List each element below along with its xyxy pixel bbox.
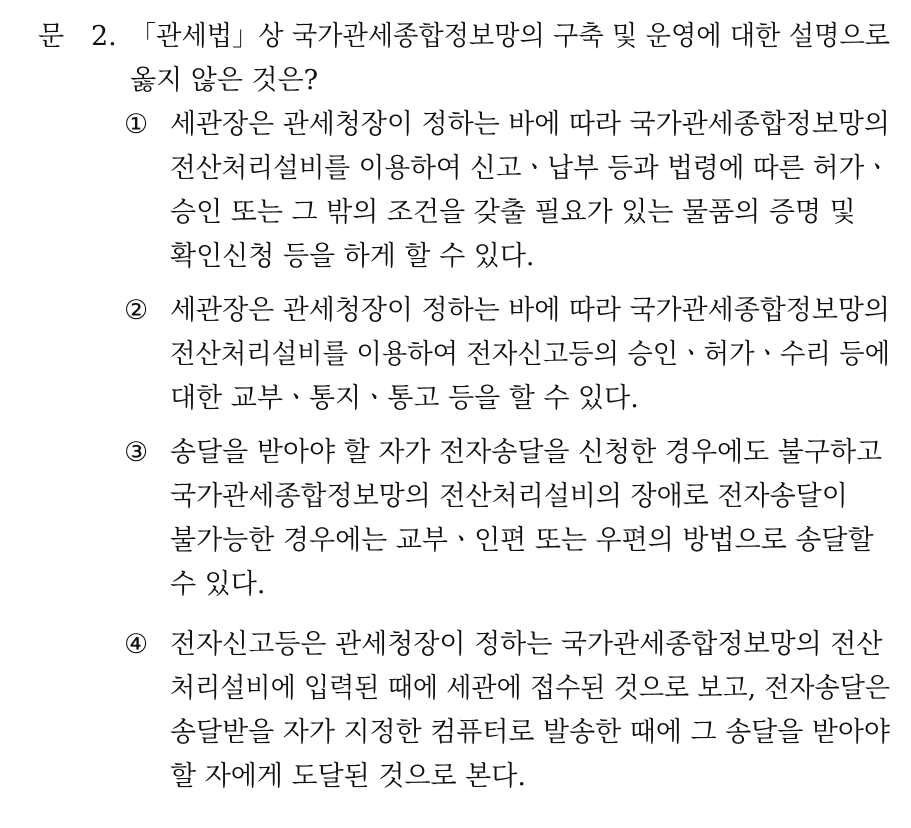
option-2-line-2: 전산처리설비를 이용하여 전자신고등의 승인ㆍ허가ㆍ수리 등에 — [170, 339, 891, 370]
option-4-line-3: 송달받을 자가 지정한 컴퓨터로 발송한 때에 그 송달을 받아야 — [170, 717, 890, 748]
option-2-line-3: 대한 교부ㆍ통지ㆍ통고 등을 할 수 있다. — [170, 383, 639, 414]
option-3-line-3: 불가능한 경우에는 교부ㆍ인편 또는 우편의 방법으로 송달할 — [170, 525, 874, 556]
option-4-marker: ④ — [124, 629, 149, 660]
question-number: 2. — [91, 21, 117, 52]
option-1-marker: ① — [124, 109, 149, 140]
option-3-line-2: 국가관세종합정보망의 전산처리설비의 장애로 전자송달이 — [170, 481, 848, 512]
option-4-line-2: 처리설비에 입력된 때에 세관에 접수된 것으로 보고, 전자송달은 — [170, 673, 890, 704]
option-1-line-4: 확인신청 등을 하게 할 수 있다. — [170, 241, 535, 272]
option-1-line-3: 승인 또는 그 밖의 조건을 갖출 필요가 있는 물품의 증명 및 — [170, 197, 856, 228]
option-1-line-1: 세관장은 관세청장이 정하는 바에 따라 국가관세종합정보망의 — [170, 109, 890, 140]
option-4-line-4: 할 자에게 도달된 것으로 본다. — [170, 761, 526, 792]
option-2-line-1: 세관장은 관세청장이 정하는 바에 따라 국가관세종합정보망의 — [170, 295, 890, 326]
option-3-line-1: 송달을 받아야 할 자가 전자송달을 신청한 경우에도 불구하고 — [170, 437, 883, 468]
option-2-marker: ② — [124, 295, 149, 326]
question-stem-line-1: 「관세법」상 국가관세종합정보망의 구축 및 운영에 대한 설명으로 — [130, 21, 890, 52]
question-prefix: 문 — [38, 21, 65, 52]
option-3-line-4: 수 있다. — [170, 569, 266, 600]
option-4-line-1: 전자신고등은 관세청장이 정하는 국가관세종합정보망의 전산 — [170, 629, 883, 660]
question-stem-line-2: 옳지 않은 것은? — [130, 65, 319, 96]
option-1-line-2: 전산처리설비를 이용하여 신고ㆍ납부 등과 법령에 따른 허가ㆍ — [170, 153, 891, 184]
option-3-marker: ③ — [124, 437, 149, 468]
